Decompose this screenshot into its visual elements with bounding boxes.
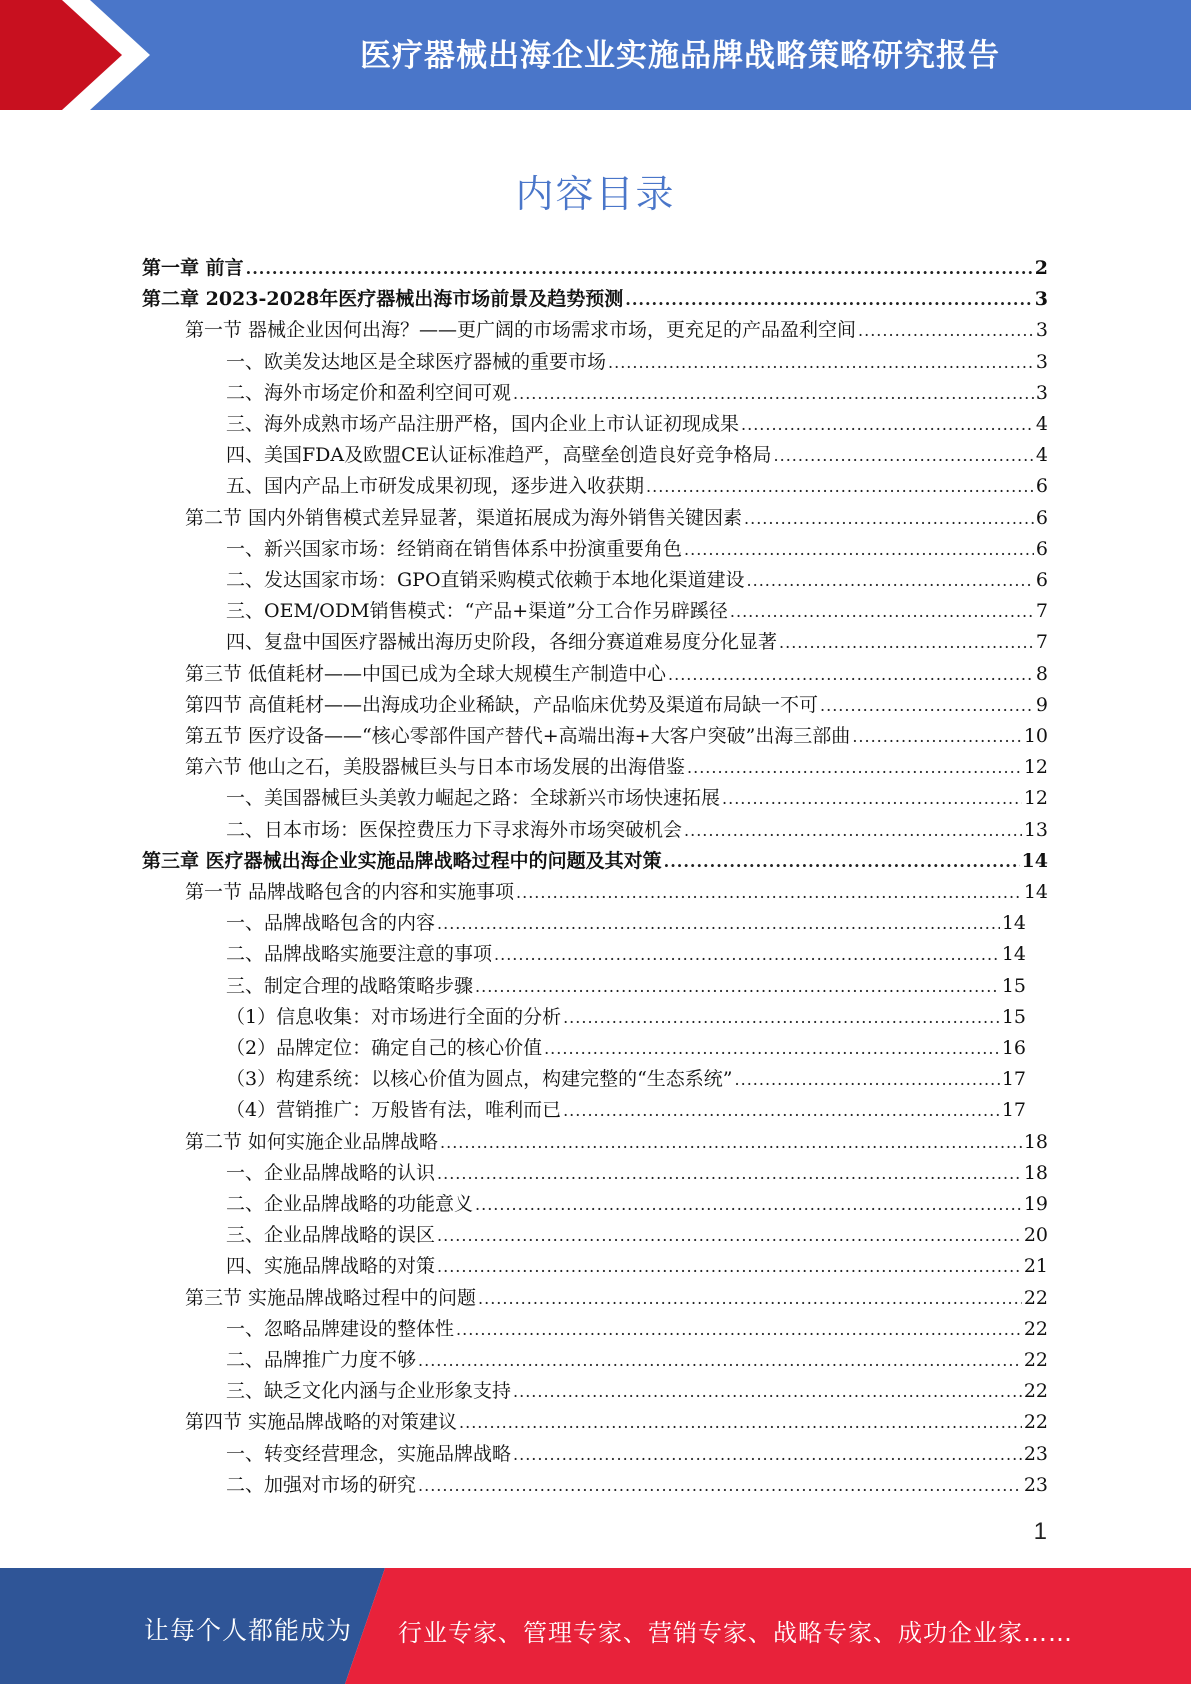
- toc-leader-dots: [246, 253, 1033, 284]
- toc-entry[interactable]: [226, 1095, 1026, 1126]
- toc-entry-title: 第二节 如何实施企业品牌战略: [185, 1130, 439, 1153]
- toc-entry-page: 23: [1023, 1442, 1048, 1465]
- toc-entry-title: 二、品牌推广力度不够: [226, 1349, 417, 1371]
- toc-leader-dots: [563, 1095, 1000, 1126]
- footer-slogan-right: 行业专家、管理专家、营销专家、战略专家、成功企业家……: [398, 1619, 1073, 1647]
- toc-entry[interactable]: [185, 659, 1048, 690]
- toc-entry[interactable]: [185, 315, 1048, 346]
- toc-entry-title: （3）构建系统：以核心价值为圆点，构建完整的“生态系统”: [226, 1068, 733, 1091]
- toc-entry-page: 18: [1023, 1161, 1048, 1184]
- toc-leader-dots: [544, 1033, 1000, 1064]
- toc-entry-page: 8: [1035, 662, 1048, 685]
- toc-leader-dots: [437, 1220, 1022, 1251]
- toc-leader-dots: [437, 1158, 1022, 1189]
- toc-leader-dots: [418, 1470, 1022, 1501]
- toc-leader-dots: [684, 815, 1022, 846]
- toc-entry-title: 三、缺乏文化内涵与企业形象支持: [226, 1380, 512, 1403]
- toc-entry-page: 3: [1034, 288, 1048, 311]
- toc-entry[interactable]: [185, 877, 1048, 908]
- toc-entry-page: 14: [1023, 881, 1048, 903]
- toc-leader-dots: [774, 440, 1034, 471]
- toc-leader-dots: [820, 690, 1034, 721]
- toc-entry-title: 第三章 医疗器械出海企业实施品牌战略过程中的问题及其对策: [142, 849, 662, 872]
- toc-entry-page: 6: [1035, 569, 1048, 591]
- toc-heading: 内容目录: [515, 172, 676, 216]
- toc-entry-page: 6: [1035, 537, 1048, 560]
- toc-leader-dots: [440, 1127, 1022, 1158]
- toc-entry-page: 17: [1001, 1068, 1026, 1091]
- toc-entry-title: 三、企业品牌战略的误区: [226, 1224, 436, 1247]
- toc-entry-title: 第一节 品牌战略包含的内容和实施事项: [185, 881, 515, 903]
- toc-entry[interactable]: [226, 1220, 1048, 1251]
- toc-entry-title: 三、海外成熟市场产品注册严格，国内企业上市认证初现成果: [226, 413, 740, 435]
- toc-entry-page: 22: [1023, 1286, 1048, 1309]
- toc-leader-dots: [664, 846, 1020, 877]
- toc-entry-page: 23: [1023, 1473, 1048, 1496]
- toc-leader-dots: [516, 877, 1022, 908]
- toc-leader-dots: [437, 1251, 1022, 1282]
- toc-entry-title: 第二节 国内外销售模式差异显著，渠道拓展成为海外销售关键因素: [185, 506, 743, 529]
- toc-entry[interactable]: [226, 1002, 1026, 1033]
- toc-leader-dots: [563, 1002, 1000, 1033]
- toc-entry[interactable]: [142, 284, 1048, 315]
- toc-entry-page: 9: [1035, 693, 1048, 716]
- toc-entry-page: 20: [1023, 1224, 1048, 1247]
- toc-entry-page: 13: [1023, 818, 1048, 841]
- toc-leader-dots: [608, 347, 1034, 378]
- toc-entry-title: 二、加强对市场的研究: [226, 1473, 417, 1496]
- toc-entry[interactable]: [226, 471, 1048, 502]
- toc-leader-dots: [513, 1376, 1022, 1407]
- toc-entry[interactable]: [142, 253, 1048, 284]
- toc-entry-page: 14: [1001, 912, 1026, 935]
- report-title: 医疗器械出海企业实施品牌战略策略研究报告: [360, 38, 1000, 74]
- toc-entry-page: 7: [1035, 631, 1048, 654]
- toc-entry-page: 4: [1035, 413, 1048, 435]
- toc-entry-page: 15: [1001, 1005, 1026, 1028]
- toc-leader-dots: [418, 1345, 1022, 1376]
- toc-leader-dots: [858, 315, 1034, 346]
- toc-entry[interactable]: [226, 440, 1048, 471]
- toc-leader-dots: [684, 534, 1034, 565]
- toc-entry[interactable]: [185, 1407, 1048, 1438]
- toc-entry-title: 四、美国FDA及欧盟CE认证标准趋严，高壁垒创造良好竞争格局: [226, 444, 772, 467]
- page-header: [0, 0, 1191, 110]
- toc-leader-dots: [779, 627, 1034, 658]
- toc-entry-page: 16: [1001, 1037, 1026, 1059]
- toc-entry[interactable]: [226, 783, 1048, 814]
- toc-entry-page: 3: [1035, 350, 1048, 373]
- toc-entry-title: 一、品牌战略包含的内容: [226, 912, 436, 935]
- toc-leader-dots: [722, 783, 1022, 814]
- toc-entry-title: 一、新兴国家市场：经销商在销售体系中扮演重要角色: [226, 537, 683, 560]
- toc-entry-title: 四、复盘中国医疗器械出海历史阶段，各细分赛道难易度分化显著: [226, 631, 778, 654]
- toc-entry-title: 第二章 2023-2028年医疗器械出海市场前景及趋势预测: [142, 288, 624, 311]
- toc-entry-title: 一、企业品牌战略的认识: [226, 1161, 436, 1184]
- toc-entry-title: 第六节 他山之石，美股器械巨头与日本市场发展的出海借鉴: [185, 756, 686, 779]
- toc-entry-title: 第一节 器械企业因何出海？——更广阔的市场需求市场，更充足的产品盈利空间: [185, 319, 857, 342]
- toc-entry[interactable]: [226, 1439, 1048, 1470]
- toc-leader-dots: [646, 471, 1034, 502]
- toc-entry-title: 一、忽略品牌建设的整体性: [226, 1317, 455, 1340]
- toc-entry-title: 第五节 医疗设备——“核心零部件国产替代+高端出海+大客户突破”出海三部曲: [185, 725, 851, 747]
- toc-entry-title: 第四节 高值耗材——出海成功企业稀缺，产品临床优势及渠道布局缺一不可: [185, 693, 819, 716]
- toc-leader-dots: [741, 409, 1034, 440]
- toc-entry[interactable]: [226, 908, 1026, 939]
- toc-entry[interactable]: [226, 1158, 1048, 1189]
- toc-entry-title: 三、制定合理的战略策略步骤: [226, 974, 474, 997]
- toc-entry-title: （4）营销推广：万般皆有法，唯利而已: [226, 1099, 562, 1122]
- toc-entry[interactable]: [226, 1376, 1048, 1407]
- toc-entry[interactable]: [226, 971, 1026, 1002]
- toc-leader-dots: [513, 1439, 1022, 1470]
- toc-entry[interactable]: [226, 1251, 1048, 1282]
- toc-entry[interactable]: [226, 347, 1048, 378]
- toc-entry-title: 三、OEM/ODM销售模式：“产品+渠道”分工合作另辟蹊径: [226, 600, 728, 623]
- toc-entry[interactable]: [226, 627, 1048, 658]
- toc-entry-page: 19: [1023, 1193, 1048, 1215]
- toc-entry[interactable]: [226, 596, 1048, 627]
- toc-leader-dots: [513, 378, 1034, 409]
- toc-entry-title: 二、发达国家市场：GPO直销采购模式依赖于本地化渠道建设: [226, 569, 745, 591]
- toc-leader-dots: [494, 939, 1000, 970]
- toc-leader-dots: [747, 565, 1034, 596]
- toc-leader-dots: [475, 1189, 1022, 1220]
- toc-entry[interactable]: [185, 1127, 1048, 1158]
- toc-entry-page: 3: [1035, 319, 1048, 342]
- toc-leader-dots: [744, 503, 1034, 534]
- toc-entry-title: 第三节 低值耗材——中国已成为全球大规模生产制造中心: [185, 662, 667, 685]
- toc-entry[interactable]: [226, 1314, 1048, 1345]
- toc-entry-page: 12: [1023, 756, 1048, 779]
- toc-leader-dots: [475, 971, 1000, 1002]
- toc-entry-page: 22: [1023, 1317, 1048, 1340]
- toc-entry-page: 22: [1023, 1380, 1048, 1403]
- toc-entry[interactable]: [185, 1283, 1048, 1314]
- toc-entry-page: 21: [1023, 1255, 1048, 1278]
- toc-entry-page: 6: [1035, 506, 1048, 529]
- toc-leader-dots: [456, 1314, 1022, 1345]
- footer-slogan-left: 让每个人都能成为: [144, 1616, 353, 1645]
- toc-entry-page: 12: [1023, 787, 1048, 810]
- toc-entry-page: 14: [1001, 943, 1026, 966]
- toc-entry-page: 3: [1035, 381, 1048, 404]
- toc-entry-page: 7: [1035, 600, 1048, 623]
- toc-entry-title: 二、企业品牌战略的功能意义: [226, 1193, 474, 1215]
- toc-entry[interactable]: [226, 1470, 1048, 1501]
- page-number: 1: [1033, 1518, 1047, 1545]
- toc-entry-title: （1）信息收集：对市场进行全面的分析: [226, 1005, 562, 1028]
- toc-entry-title: 第四节 实施品牌战略的对策建议: [185, 1411, 458, 1434]
- toc-entry[interactable]: [226, 1345, 1048, 1376]
- toc-entry-page: 10: [1023, 725, 1048, 747]
- toc-leader-dots: [852, 721, 1022, 752]
- toc-entry-page: 22: [1023, 1349, 1048, 1371]
- toc-entry[interactable]: [226, 1064, 1026, 1095]
- toc-leader-dots: [735, 1064, 1000, 1095]
- toc-entry-page: 6: [1035, 475, 1048, 498]
- toc-entry-page: 17: [1001, 1099, 1026, 1122]
- toc-entry-title: 二、海外市场定价和盈利空间可观: [226, 381, 512, 404]
- toc-entry[interactable]: [226, 1189, 1048, 1220]
- toc-entry-title: （2）品牌定位：确定自己的核心价值: [226, 1037, 543, 1059]
- toc-leader-dots: [687, 752, 1022, 783]
- toc-leader-dots: [459, 1407, 1022, 1438]
- toc-entry-title: 第三节 实施品牌战略过程中的问题: [185, 1286, 477, 1309]
- toc-entry[interactable]: [185, 503, 1048, 534]
- toc-entry[interactable]: [226, 565, 1048, 596]
- toc-entry[interactable]: [226, 378, 1048, 409]
- toc-entry-page: 22: [1023, 1411, 1048, 1434]
- toc-entry-page: 4: [1035, 444, 1048, 467]
- toc-leader-dots: [478, 1283, 1022, 1314]
- toc-leader-dots: [668, 659, 1034, 690]
- toc-entry[interactable]: [226, 534, 1048, 565]
- toc-entry-title: 五、国内产品上市研发成果初现，逐步进入收获期: [226, 475, 645, 498]
- toc-entry-title: 第一章 前言: [142, 257, 244, 279]
- toc-leader-dots: [437, 908, 1000, 939]
- toc-entry[interactable]: [226, 409, 1048, 440]
- toc-entry-title: 一、美国器械巨头美敦力崛起之路：全球新兴市场快速拓展: [226, 787, 721, 810]
- toc-entry-page: 15: [1001, 974, 1026, 997]
- toc-entry-page: 2: [1034, 257, 1048, 279]
- toc-leader-dots: [730, 596, 1034, 627]
- toc-entry-page: 18: [1023, 1130, 1048, 1153]
- toc-entry[interactable]: [185, 690, 1048, 721]
- toc-entry[interactable]: [226, 1033, 1026, 1064]
- toc-entry-title: 二、日本市场：医保控费压力下寻求海外市场突破机会: [226, 818, 683, 841]
- toc-entry-title: 一、欧美发达地区是全球医疗器械的重要市场: [226, 350, 607, 373]
- toc-entry[interactable]: [185, 752, 1048, 783]
- toc-entry-title: 二、品牌战略实施要注意的事项: [226, 943, 493, 966]
- toc-leader-dots: [625, 284, 1033, 315]
- header-arrow-graphic: [0, 0, 150, 110]
- toc-entry-title: 四、实施品牌战略的对策: [226, 1255, 436, 1278]
- toc-entry[interactable]: [226, 939, 1026, 970]
- toc-entry[interactable]: [185, 721, 1048, 752]
- toc-entry[interactable]: [142, 846, 1048, 877]
- toc-entry[interactable]: [226, 815, 1048, 846]
- toc-entry-title: 一、转变经营理念，实施品牌战略: [226, 1442, 512, 1465]
- toc-entry-page: 14: [1021, 849, 1048, 872]
